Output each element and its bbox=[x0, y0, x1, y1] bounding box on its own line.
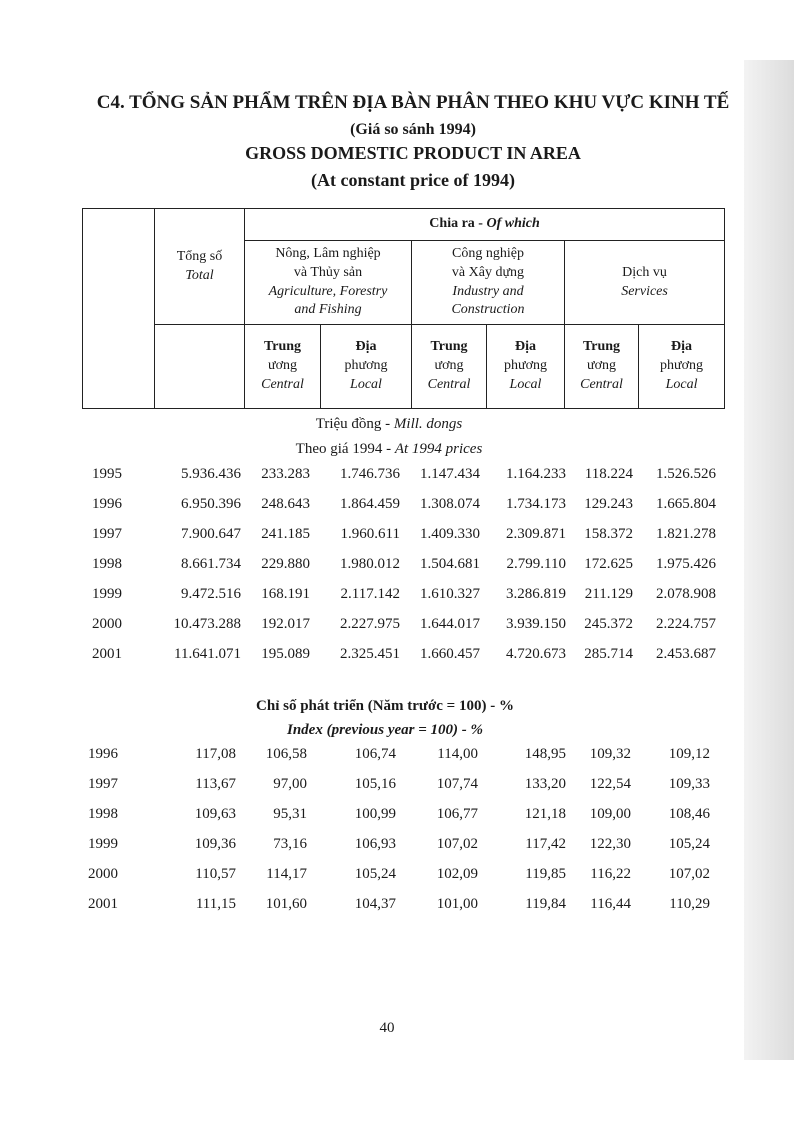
value-cell: 2.078.908 bbox=[656, 586, 716, 602]
value-cell: 107,02 bbox=[436, 836, 478, 852]
value-cell: 109,12 bbox=[668, 746, 710, 762]
total-column-header: Tổng số Total bbox=[155, 209, 245, 325]
value-cell: 105,24 bbox=[668, 836, 710, 852]
value-cell: 168.191 bbox=[261, 586, 310, 602]
value-cell: 1.746.736 bbox=[340, 466, 400, 482]
value-cell: 172.625 bbox=[584, 556, 633, 572]
value-cell: 101,00 bbox=[436, 896, 478, 912]
year-cell: 2001 bbox=[88, 896, 118, 912]
table-row bbox=[0, 526, 794, 548]
value-cell: 211.129 bbox=[584, 586, 633, 602]
value-cell: 7.900.647 bbox=[181, 526, 241, 542]
value-cell: 1.734.173 bbox=[506, 496, 566, 512]
value-cell: 245.372 bbox=[584, 616, 633, 632]
value-cell: 109,63 bbox=[194, 806, 236, 822]
value-cell: 110,29 bbox=[669, 896, 710, 912]
value-cell: 106,74 bbox=[354, 746, 396, 762]
year-cell: 1998 bbox=[92, 556, 122, 572]
value-cell: 1.308.074 bbox=[420, 496, 480, 512]
value-cell: 4.720.673 bbox=[506, 646, 566, 662]
index-label-vietnamese: Chỉ số phát triển (Năm trước = 100) - % bbox=[256, 698, 514, 714]
value-cell: 106,58 bbox=[265, 746, 307, 762]
value-cell: 1.960.611 bbox=[340, 526, 400, 542]
value-cell: 1.147.434 bbox=[420, 466, 480, 482]
value-cell: 111,15 bbox=[195, 896, 236, 912]
value-cell: 1.610.327 bbox=[420, 586, 480, 602]
value-cell: 107,02 bbox=[668, 866, 710, 882]
value-cell: 119,85 bbox=[525, 866, 566, 882]
year-cell: 1997 bbox=[92, 526, 122, 542]
value-cell: 1.526.526 bbox=[656, 466, 716, 482]
value-cell: 119,84 bbox=[525, 896, 566, 912]
agri-central-header: Trung ương Central bbox=[245, 325, 321, 409]
unit-label: Triệu đồng - Mill. dongs bbox=[315, 416, 463, 432]
agri-local-header: Địa phương Local bbox=[321, 325, 412, 409]
year-cell: 2000 bbox=[88, 866, 118, 882]
value-cell: 105,16 bbox=[354, 776, 396, 792]
value-cell: 1.980.012 bbox=[340, 556, 400, 572]
table-row bbox=[0, 616, 794, 638]
value-cell: 192.017 bbox=[261, 616, 310, 632]
value-cell: 2.799.110 bbox=[506, 556, 566, 572]
value-cell: 6.950.396 bbox=[181, 496, 241, 512]
value-cell: 233.283 bbox=[261, 466, 310, 482]
value-cell: 100,99 bbox=[354, 806, 396, 822]
value-cell: 106,93 bbox=[354, 836, 396, 852]
value-cell: 2.453.687 bbox=[656, 646, 716, 662]
value-cell: 2.224.757 bbox=[656, 616, 716, 632]
value-cell: 2.325.451 bbox=[340, 646, 400, 662]
agriculture-header: Nông, Lâm nghiệp và Thủy sản Agriculture, Forestry and Fishing bbox=[245, 241, 412, 325]
industry-header: Công nghiệp và Xây dựng Industry and Construction bbox=[412, 241, 565, 325]
value-cell: 73,16 bbox=[273, 836, 307, 852]
value-cell: 248.643 bbox=[261, 496, 310, 512]
of-which-header: Chia ra - Of which bbox=[245, 209, 725, 241]
value-cell: 118.224 bbox=[584, 466, 633, 482]
value-cell: 129.243 bbox=[584, 496, 633, 512]
table-row bbox=[0, 806, 794, 828]
value-cell: 11.641.071 bbox=[174, 646, 241, 662]
value-cell: 107,74 bbox=[436, 776, 478, 792]
value-cell: 114,17 bbox=[266, 866, 307, 882]
page-number: 40 bbox=[379, 1020, 395, 1036]
index-label-english: Index (previous year = 100) - % bbox=[286, 722, 484, 738]
value-cell: 122,54 bbox=[589, 776, 631, 792]
year-cell: 2000 bbox=[92, 616, 122, 632]
value-cell: 109,36 bbox=[194, 836, 236, 852]
value-cell: 195.089 bbox=[261, 646, 310, 662]
value-cell: 1.164.233 bbox=[506, 466, 566, 482]
table-row bbox=[0, 586, 794, 608]
title-english: GROSS DOMESTIC PRODUCT IN AREA bbox=[245, 143, 581, 163]
total-subheader-blank bbox=[155, 325, 245, 409]
value-cell: 1.821.278 bbox=[656, 526, 716, 542]
value-cell: 1.665.804 bbox=[656, 496, 716, 512]
value-cell: 104,37 bbox=[354, 896, 396, 912]
table-row bbox=[0, 776, 794, 798]
value-cell: 158.372 bbox=[584, 526, 633, 542]
year-cell: 1996 bbox=[88, 746, 118, 762]
title-vietnamese: C4. TỔNG SẢN PHẨM TRÊN ĐỊA BÀN PHÂN THEO KHU VỰC KINH TẾ bbox=[96, 92, 730, 113]
value-cell: 102,09 bbox=[436, 866, 478, 882]
table-row bbox=[0, 466, 794, 488]
value-cell: 241.185 bbox=[261, 526, 310, 542]
value-cell: 116,22 bbox=[590, 866, 631, 882]
ind-local-header: Địa phương Local bbox=[487, 325, 565, 409]
table-row bbox=[0, 896, 794, 918]
subtitle-english: (At constant price of 1994) bbox=[311, 170, 515, 190]
table-row bbox=[0, 646, 794, 668]
value-cell: 117,42 bbox=[525, 836, 566, 852]
table-row bbox=[0, 746, 794, 768]
value-cell: 113,67 bbox=[195, 776, 236, 792]
value-cell: 122,30 bbox=[589, 836, 631, 852]
value-cell: 8.661.734 bbox=[181, 556, 241, 572]
value-cell: 229.880 bbox=[261, 556, 310, 572]
year-cell: 1997 bbox=[88, 776, 118, 792]
table-row bbox=[0, 496, 794, 518]
value-cell: 1.504.681 bbox=[420, 556, 480, 572]
value-cell: 101,60 bbox=[265, 896, 307, 912]
value-cell: 114,00 bbox=[437, 746, 478, 762]
year-cell: 1996 bbox=[92, 496, 122, 512]
value-cell: 110,57 bbox=[195, 866, 236, 882]
value-cell: 116,44 bbox=[590, 896, 631, 912]
value-cell: 1.975.426 bbox=[656, 556, 716, 572]
value-cell: 105,24 bbox=[354, 866, 396, 882]
value-cell: 3.939.150 bbox=[506, 616, 566, 632]
value-cell: 1.864.459 bbox=[340, 496, 400, 512]
value-cell: 109,00 bbox=[589, 806, 631, 822]
value-cell: 3.286.819 bbox=[506, 586, 566, 602]
value-cell: 5.936.436 bbox=[181, 466, 241, 482]
year-cell: 2001 bbox=[92, 646, 122, 662]
table-row bbox=[0, 866, 794, 888]
value-cell: 2.117.142 bbox=[340, 586, 400, 602]
year-cell: 1995 bbox=[92, 466, 122, 482]
value-cell: 97,00 bbox=[273, 776, 307, 792]
value-cell: 117,08 bbox=[195, 746, 236, 762]
year-cell: 1999 bbox=[92, 586, 122, 602]
value-cell: 1.644.017 bbox=[420, 616, 480, 632]
table-header bbox=[82, 208, 725, 409]
value-cell: 2.227.975 bbox=[340, 616, 400, 632]
table-row bbox=[0, 556, 794, 578]
table-row bbox=[0, 836, 794, 858]
year-column-header bbox=[83, 209, 155, 409]
year-cell: 1998 bbox=[88, 806, 118, 822]
year-cell: 1999 bbox=[88, 836, 118, 852]
value-cell: 2.309.871 bbox=[506, 526, 566, 542]
value-cell: 285.714 bbox=[584, 646, 633, 662]
ind-central-header: Trung ương Central bbox=[412, 325, 487, 409]
value-cell: 109,33 bbox=[668, 776, 710, 792]
value-cell: 148,95 bbox=[524, 746, 566, 762]
value-cell: 1.660.457 bbox=[420, 646, 480, 662]
value-cell: 109,32 bbox=[589, 746, 631, 762]
serv-central-header: Trung ương Central bbox=[565, 325, 639, 409]
value-cell: 95,31 bbox=[273, 806, 307, 822]
value-cell: 1.409.330 bbox=[420, 526, 480, 542]
value-cell: 10.473.288 bbox=[173, 616, 241, 632]
serv-local-header: Địa phương Local bbox=[639, 325, 725, 409]
value-cell: 133,20 bbox=[524, 776, 566, 792]
subtitle-vietnamese: (Giá so sánh 1994) bbox=[350, 121, 476, 138]
value-cell: 108,46 bbox=[668, 806, 710, 822]
value-cell: 9.472.516 bbox=[181, 586, 241, 602]
price-basis-label: Theo giá 1994 - At 1994 prices bbox=[295, 441, 483, 457]
services-header: Dịch vụ Services bbox=[565, 241, 725, 325]
value-cell: 106,77 bbox=[436, 806, 478, 822]
value-cell: 121,18 bbox=[524, 806, 566, 822]
